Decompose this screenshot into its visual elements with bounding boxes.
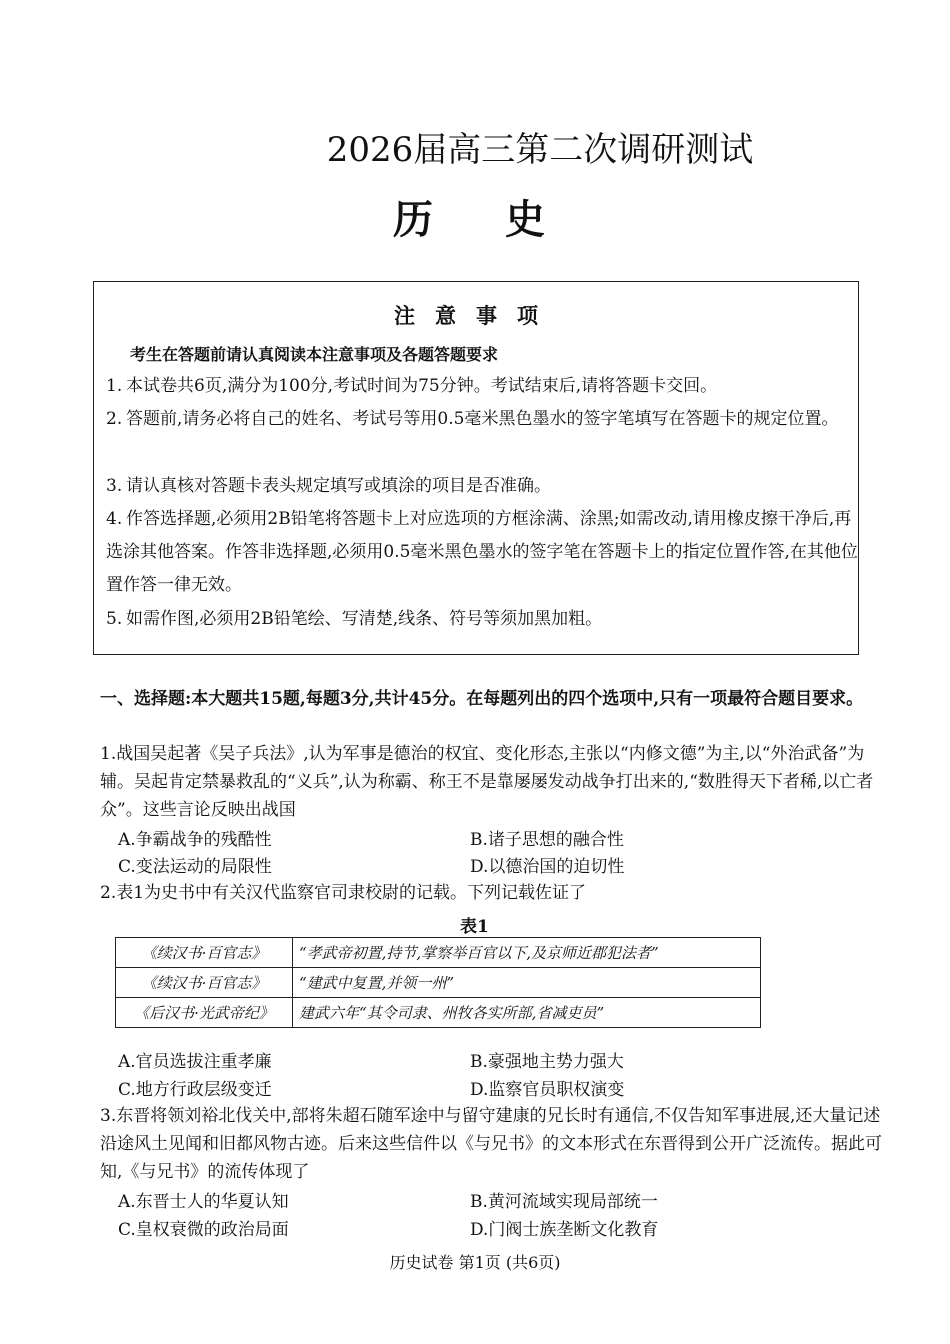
notice-item-1 <box>106 370 858 403</box>
notice-item-text: 本试卷共6页,满分为100分,考试时间为75分钟。考试结束后,请将答题卡交回。 <box>126 376 718 396</box>
table-cell-record: 建武六年“其令司隶、州牧各实所部,省减吏员” <box>293 998 761 1028</box>
table-cell-source: 《续汉书·百官志》 <box>116 968 293 998</box>
notice-item-3 <box>106 470 858 503</box>
question-2-option-d: D.监察官员职权演变 <box>470 1080 625 1100</box>
question-1-option-d: D.以德治国的迫切性 <box>470 857 625 877</box>
table-cell-source: 《后汉书·光武帝纪》 <box>116 998 293 1028</box>
question-2-option-b: B.豪强地主势力强大 <box>470 1052 624 1072</box>
section-heading: 一、选择题:本大题共15题,每题3分,共计45分。在每题列出的四个选项中,只有一项最符合题目要求。 <box>100 689 864 709</box>
table-cell-record: “建武中复置,并领一州” <box>293 968 761 998</box>
question-2-option-c: C.地方行政层级变迁 <box>118 1080 272 1100</box>
question-3-option-c: C.皇权衰微的政治局面 <box>118 1220 289 1240</box>
notice-subtitle: 考生在答题前请认真阅读本注意事项及各题答题要求 <box>130 345 499 364</box>
table-row <box>116 938 761 968</box>
table-row <box>116 968 761 998</box>
question-1-option-c: C.变法运动的局限性 <box>118 857 272 877</box>
table-cell-record: “孝武帝初置,持节,掌察举百官以下,及京师近郡犯法者” <box>293 938 761 968</box>
notice-item-number: 2. <box>106 409 123 429</box>
question-1-option-a: A.争霸战争的残酷性 <box>118 830 272 850</box>
table-cell-source: 《续汉书·百官志》 <box>116 938 293 968</box>
question-2-stem: 2.表1为史书中有关汉代监察官司隶校尉的记载。下列记载佐证了 <box>100 883 587 903</box>
page-footer: 历史试卷 第1页 (共6页) <box>389 1253 561 1272</box>
record-table <box>115 937 761 1028</box>
notice-title: 注意事项 <box>394 303 558 328</box>
notice-item-5 <box>106 603 858 636</box>
notice-item-4 <box>106 503 858 602</box>
table-caption: 表1 <box>460 917 489 937</box>
notice-item-number: 4. <box>106 509 123 529</box>
notice-item-number: 3. <box>106 476 123 496</box>
question-1-stem: 1.战国吴起著《吴子兵法》,认为军事是德治的权宜、变化形态,主张以“内修文德”为主,以“外治武备”为辅。吴起肯定禁暴救乱的“义兵”,认为称霸、称王不是靠屡屡发动战争打出来的,“数胜得天下者稀,以亡者众”。这些言论反映出战国 <box>100 744 874 820</box>
notice-item-text: 作答选择题,必须用2B铅笔将答题卡上对应选项的方框涂满、涂黑;如需改动,请用橡皮擦干净后,再选涂其他答案。作答非选择题,必须用0.5毫米黑色墨水的签字笔在答题卡上的指定位置作答,在其他位置作答一律无效。 <box>106 509 858 595</box>
question-1-option-b: B.诸子思想的融合性 <box>470 830 624 850</box>
subject-title: 历史 <box>393 196 617 243</box>
question-3-option-b: B.黄河流域实现局部统一 <box>470 1192 658 1212</box>
table-row <box>116 998 761 1028</box>
notice-box <box>93 281 859 655</box>
exam-title: 2026届高三第二次调研测试 <box>326 130 754 170</box>
notice-item-text: 答题前,请务必将自己的姓名、考试号等用0.5毫米黑色墨水的签字笔填写在答题卡的规定位置。 <box>126 409 839 429</box>
question-3-stem: 3.东晋将领刘裕北伐关中,部将朱超石随军途中与留守建康的兄长时有通信,不仅告知军事进展,还大量记述沿途风土见闻和旧都风物古迹。后来这些信件以《与兄书》的文本形式在东晋得到公开广泛流传。据此可知,《与兄书》的流传体现了 <box>100 1106 882 1182</box>
notice-item-text: 请认真核对答题卡表头规定填写或填涂的项目是否准确。 <box>126 476 551 496</box>
notice-item-text: 如需作图,必须用2B铅笔绘、写清楚,线条、符号等须加黑加粗。 <box>126 609 603 629</box>
notice-item-number: 1. <box>106 376 123 396</box>
question-3-option-d: D.门阀士族垄断文化教育 <box>470 1220 659 1240</box>
question-2-option-a: A.官员选拔注重孝廉 <box>118 1052 272 1072</box>
notice-item-number: 5. <box>106 609 123 629</box>
notice-item-2 <box>106 403 858 436</box>
question-3-option-a: A.东晋士人的华夏认知 <box>118 1192 289 1212</box>
